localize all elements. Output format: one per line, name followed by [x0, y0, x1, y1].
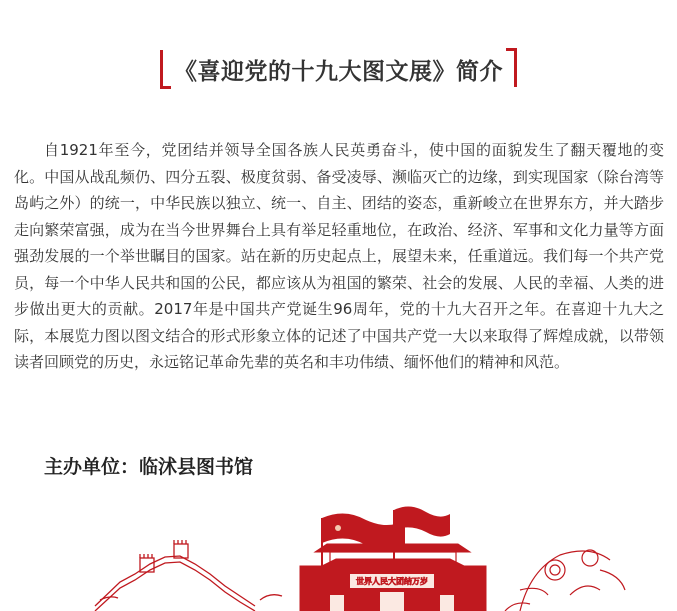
- peony-decoration: [505, 550, 625, 611]
- title-bracket-left: [160, 50, 171, 89]
- title-bracket-right: [506, 48, 517, 87]
- tiananmen-banner-illustration: [0, 500, 677, 611]
- title-section: [0, 50, 677, 88]
- gate-plaque: 世界人民大团结万岁: [356, 577, 428, 586]
- intro-paragraph: 自1921年至今，党团结并领导全国各族人民英勇奋斗，使中国的面貌发生了翻天覆地的变化。中国从战乱频仍、四分五裂、极度贫弱、备受凌辱、濒临灭亡的边缘，到实现国家（除台湾等岛屿之外）的统一，中华民族以独立、统一、自主、团结的姿态，重新峻立在世界东方，并大踏步走向繁荣富强，成为在当今世界舞台上具有举足轻重地位，在政治、经济、军事和文化力量等方面强劲发展的一个举世瞩目的国家。站在新的历史起点上，展望未来，任重道远。我们每一个共产党员，每一个中华人民共和国的公民，都应该从为祖国的繁荣、社会的发展、人民的幸福、人类的进步做出更大的贡献。2017年是中国共产党诞生96周年，党的十九大召开之年。在喜迎十九大之际，本展览力图以图文结合的形式形象立体的记述了中国共产党一大以来取得了辉煌成就，以带领读者回顾党的历史，永远铭记革命先辈的英名和丰功伟绩、缅怀他们的精神和风范。: [14, 141, 664, 371]
- page-title: 《喜迎党的十九大图文展》简介: [174, 58, 503, 85]
- organizer-label: 主办单位：临沭县图书馆: [44, 456, 254, 478]
- title-box: [160, 50, 517, 88]
- great-wall-drawing: [95, 540, 282, 611]
